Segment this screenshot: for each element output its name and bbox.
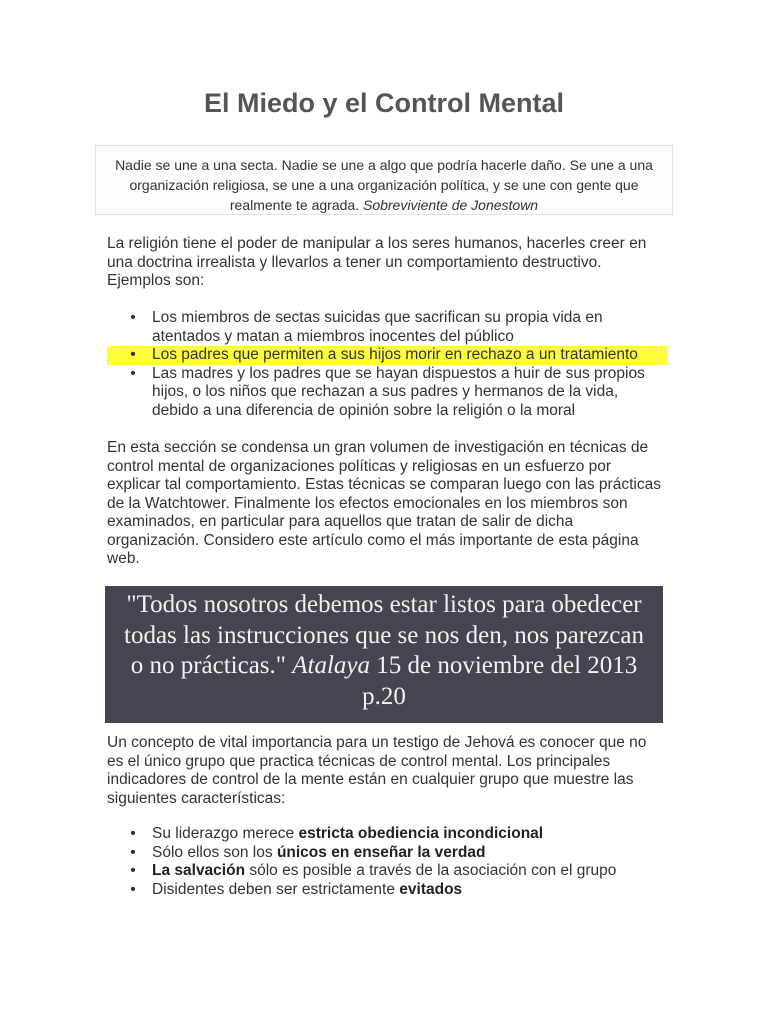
list-item [107, 844, 667, 863]
list-item [107, 881, 667, 900]
section-description-paragraph: En esta sección se condensa un gran volumen de investigación en técnicas de control mental de organizaciones políticas y religiosas en un esfuerzo por explicar tal comportamiento. Estas técnicas se comparan luego con las prácticas de la Watchtower. Finalmente los efectos emocionales en los miembros son examinados, en particular para aquellos que tratan de salir de dicha organización. Considero este artículo como el más importante de esta página web. [107, 439, 661, 567]
bullet-icon: • [130, 309, 136, 326]
list-item-bold-text: estricta obediencia incondicional [298, 825, 544, 842]
intro-paragraph: La religión tiene el poder de manipular a los seres humanos, hacerles creer en una doctrina irrealista y llevarlos a tener un comportamiento destructivo. Ejemplos son: [107, 235, 647, 289]
watchtower-quote-box [105, 586, 663, 723]
list-item [107, 862, 667, 881]
list-item-text: Las madres y los padres que se hayan dispuestos a huir de sus propios hijos, o los niños que rechazan a sus padres y hermanos de la vida, debido a una diferencia de opinión sobre la religión o la moral [152, 364, 645, 419]
list-item-text: Sólo ellos son los [152, 843, 277, 861]
bullet-icon: • [130, 346, 136, 363]
list-item-text: Disidentes deben ser estrictamente [152, 880, 400, 898]
list-item [107, 825, 667, 844]
bullet-icon: • [130, 843, 136, 861]
list-item-text: Los miembros de sectas suicidas que sacrifican su propia vida en atentados y matan a miembros inocentes del público [152, 309, 603, 345]
concept-paragraph: Un concepto de vital importancia para un testigo de Jehová es conocer que no es el único grupo que practica técnicas de control mental. Los principales indicadores de control de la mente están en cualquier grupo que muestre las siguientes características: [107, 734, 647, 807]
list-item-bold-text: evitados [399, 880, 463, 898]
list-item-text: Los padres que permiten a sus hijos morir en rechazo a un tratamiento [152, 346, 638, 363]
characteristics-list [107, 825, 667, 899]
quote-text: "Todos nosotros debemos estar listos para obedecer todas las instrucciones que se nos den, nos parezcan o no prácticas." [124, 591, 644, 679]
list-item-bold-text: La salvación [152, 862, 246, 879]
list-item [107, 309, 667, 346]
intro-quote-box [95, 145, 673, 215]
intro-quote-attribution: Sobreviviente de Jonestown [362, 197, 539, 213]
quote-date: 15 de noviembre del 2013 p.20 [362, 652, 638, 710]
bullet-icon: • [130, 825, 136, 842]
bullet-icon: • [130, 364, 136, 382]
bullet-icon: • [130, 862, 136, 879]
list-item-text: Su liderazgo merece [152, 825, 299, 842]
list-item [107, 365, 667, 421]
examples-list [107, 309, 667, 420]
intro-quote-text: Nadie se une a una secta. Nadie se une a algo que podría hacerle daño. Se une a una organización religiosa, se une a una organización política, y se une con gente que realmente te agrada. [115, 157, 653, 213]
bullet-icon: • [130, 880, 136, 898]
list-item-bold-text: únicos en enseñar la verdad [276, 843, 486, 861]
page-title: El Miedo y el Control Mental [203, 88, 565, 118]
list-item-text: sólo es posible a través de la asociación con el grupo [245, 862, 617, 879]
list-item-highlighted [107, 346, 667, 365]
quote-source: Atalaya [292, 652, 370, 679]
